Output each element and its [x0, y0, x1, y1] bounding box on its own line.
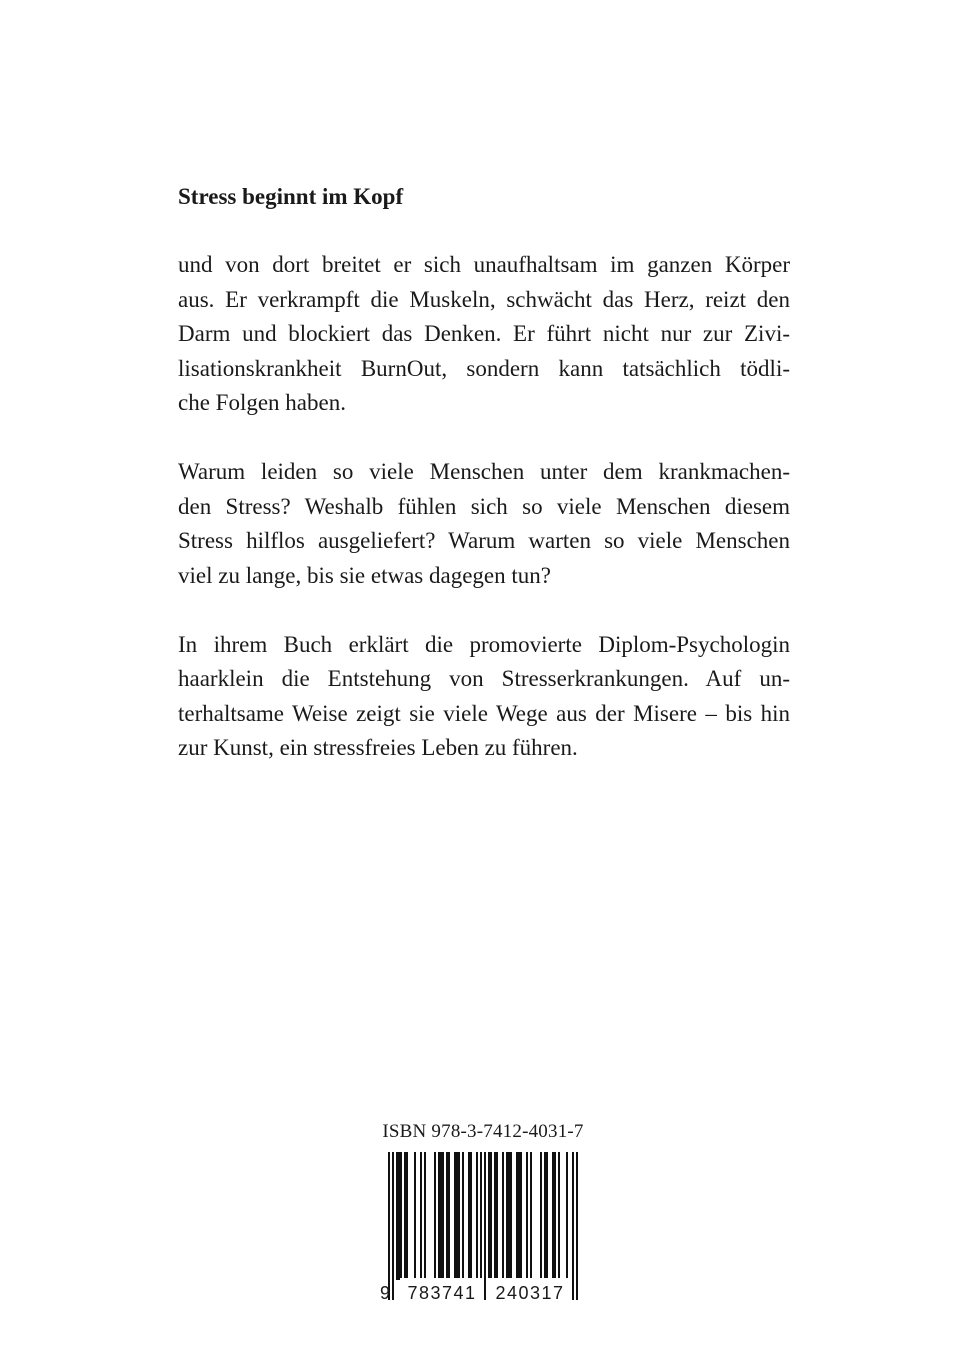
barcode-bar	[558, 1152, 560, 1280]
paragraph-2	[178, 455, 790, 593]
barcode-bar	[488, 1152, 490, 1280]
barcode-bar	[396, 1152, 398, 1280]
barcode-bar	[414, 1152, 416, 1280]
text-line: Darm und blockiert das Denken. Er führt nicht nur zur Zivi-	[178, 321, 790, 346]
barcode-bar	[516, 1152, 518, 1280]
barcode-bar	[454, 1152, 456, 1280]
barcode	[378, 1150, 588, 1310]
text-line: den Stress? Weshalb fühlen sich so viele Menschen diesem	[178, 493, 790, 519]
paragraph-1	[178, 248, 790, 421]
text-line: und von dort breitet er sich unaufhaltsam im ganzen Körper	[178, 252, 790, 277]
text-line: zur Kunst, ein stressfreies Leben zu führen.	[178, 735, 578, 760]
barcode-bar	[446, 1152, 448, 1280]
barcode-bar	[440, 1152, 442, 1280]
text-line: viel zu lange, bis sie etwas dagegen tun?	[178, 562, 551, 588]
barcode-bar	[476, 1152, 478, 1280]
text-line: terhaltsame Weise zeigt sie viele Wege aus der Misere – bis hin	[178, 700, 790, 726]
barcode-bar	[540, 1152, 542, 1280]
barcode-bar	[462, 1152, 464, 1280]
barcode-bar	[506, 1152, 508, 1280]
barcode-bar	[518, 1152, 520, 1280]
barcode-bar	[526, 1152, 528, 1280]
text-line: lisationskrankheit BurnOut, sondern kann tatsächlich tödli-	[178, 355, 790, 381]
paragraph-3	[178, 628, 790, 766]
barcode-bar	[470, 1152, 472, 1280]
barcode-bar	[448, 1152, 450, 1280]
barcode-bar	[544, 1152, 546, 1280]
barcode-bar	[490, 1152, 492, 1280]
text-line: haarklein die Entstehung von Stresserkrankungen. Auf un-	[178, 666, 790, 691]
barcode-bar	[494, 1152, 496, 1280]
isbn-label: ISBN 978-3-7412-4031-7	[382, 1121, 584, 1142]
heading: Stress beginnt im Kopf	[178, 184, 404, 209]
barcode-bar	[438, 1152, 440, 1280]
barcode-bar	[420, 1152, 422, 1280]
barcode-bar	[554, 1152, 556, 1280]
barcode-bar	[404, 1152, 406, 1280]
text-line: In ihrem Buch erklärt die promovierte Diplom-Psychologin	[178, 631, 790, 657]
barcode-bar	[406, 1152, 408, 1280]
back-cover-text	[178, 180, 790, 800]
barcode-bar	[502, 1152, 504, 1280]
barcode-bar	[468, 1152, 470, 1280]
barcode-bar	[458, 1152, 460, 1280]
barcode-bar	[496, 1152, 498, 1280]
barcode-bar	[400, 1152, 402, 1280]
barcode-digits	[378, 1278, 588, 1308]
barcode-digit-first: 9	[379, 1283, 390, 1303]
isbn-block	[378, 1120, 588, 1310]
barcode-bar	[520, 1152, 522, 1280]
barcode-digits-left: 783741	[400, 1278, 484, 1308]
barcode-bar	[424, 1152, 426, 1280]
barcode-bar	[552, 1152, 554, 1280]
text-line: Stress hilflos ausgeliefert? Warum warten so viele Menschen	[178, 528, 790, 553]
barcode-bar	[546, 1152, 548, 1280]
barcode-bar	[456, 1152, 458, 1280]
barcode-bar	[510, 1152, 512, 1280]
barcode-bar	[566, 1152, 568, 1280]
barcode-digits-right: 240317	[488, 1278, 572, 1308]
barcode-bar	[508, 1152, 510, 1280]
barcode-bar	[398, 1152, 400, 1280]
barcode-bar	[530, 1152, 532, 1280]
barcode-bar	[434, 1152, 436, 1280]
text-line: Warum leiden so viele Menschen unter dem krankmachen-	[178, 459, 790, 484]
barcode-bar	[442, 1152, 444, 1280]
text-line: aus. Er verkrampft die Muskeln, schwächt das Herz, reizt den	[178, 286, 790, 312]
text-line: che Folgen haben.	[178, 390, 346, 415]
